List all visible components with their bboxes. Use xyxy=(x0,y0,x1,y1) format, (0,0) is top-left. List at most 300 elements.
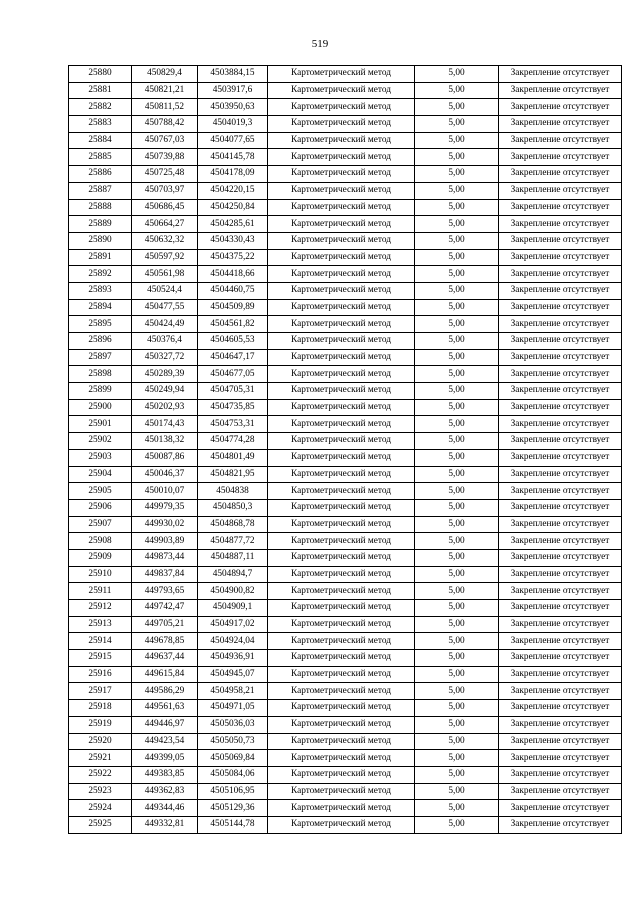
x-coordinate-cell: 449793,65 xyxy=(132,583,198,600)
point-number-cell: 25908 xyxy=(69,533,132,550)
x-coordinate-cell: 450174,43 xyxy=(132,416,198,433)
method-cell: Картометрический метод xyxy=(268,499,415,516)
method-cell: Картометрический метод xyxy=(268,483,415,500)
x-coordinate-cell: 450561,98 xyxy=(132,266,198,283)
point-number-cell: 25897 xyxy=(69,349,132,366)
accuracy-cell: 5,00 xyxy=(415,750,499,767)
point-number-cell: 25886 xyxy=(69,166,132,183)
y-coordinate-cell: 4504250,84 xyxy=(198,199,268,216)
method-cell: Картометрический метод xyxy=(268,166,415,183)
method-cell: Картометрический метод xyxy=(268,216,415,233)
point-number-cell: 25910 xyxy=(69,566,132,583)
accuracy-cell: 5,00 xyxy=(415,399,499,416)
fixing-description-cell: Закрепление отсутствует xyxy=(499,99,622,116)
point-number-cell: 25904 xyxy=(69,466,132,483)
point-number-cell: 25919 xyxy=(69,716,132,733)
accuracy-cell: 5,00 xyxy=(415,282,499,299)
accuracy-cell: 5,00 xyxy=(415,316,499,333)
table-row xyxy=(69,316,622,333)
fixing-description-cell: Закрепление отсутствует xyxy=(499,266,622,283)
point-number-cell: 25900 xyxy=(69,399,132,416)
method-cell: Картометрический метод xyxy=(268,683,415,700)
table-row xyxy=(69,566,622,583)
point-number-cell: 25909 xyxy=(69,549,132,566)
accuracy-cell: 5,00 xyxy=(415,583,499,600)
page-number: 519 xyxy=(311,38,329,50)
method-cell: Картометрический метод xyxy=(268,600,415,617)
x-coordinate-cell: 450289,39 xyxy=(132,366,198,383)
point-number-cell: 25923 xyxy=(69,783,132,800)
fixing-description-cell: Закрепление отсутствует xyxy=(499,166,622,183)
table-row xyxy=(69,549,622,566)
table-row xyxy=(69,333,622,350)
table-row xyxy=(69,166,622,183)
table-row xyxy=(69,483,622,500)
fixing-description-cell: Закрепление отсутствует xyxy=(499,583,622,600)
method-cell: Картометрический метод xyxy=(268,700,415,717)
x-coordinate-cell: 450821,21 xyxy=(132,82,198,99)
accuracy-cell: 5,00 xyxy=(415,216,499,233)
y-coordinate-cell: 4504924,04 xyxy=(198,633,268,650)
accuracy-cell: 5,00 xyxy=(415,533,499,550)
accuracy-cell: 5,00 xyxy=(415,650,499,667)
method-cell: Картометрический метод xyxy=(268,566,415,583)
point-number-cell: 25920 xyxy=(69,733,132,750)
y-coordinate-cell: 4504178,09 xyxy=(198,166,268,183)
table-row xyxy=(69,533,622,550)
accuracy-cell: 5,00 xyxy=(415,600,499,617)
table-row xyxy=(69,349,622,366)
y-coordinate-cell: 4504220,15 xyxy=(198,182,268,199)
y-coordinate-cell: 4504945,07 xyxy=(198,666,268,683)
table-row xyxy=(69,516,622,533)
x-coordinate-cell: 450632,32 xyxy=(132,232,198,249)
fixing-description-cell: Закрепление отсутствует xyxy=(499,716,622,733)
method-cell: Картометрический метод xyxy=(268,583,415,600)
y-coordinate-cell: 4504936,91 xyxy=(198,650,268,667)
table-row xyxy=(69,700,622,717)
accuracy-cell: 5,00 xyxy=(415,249,499,266)
point-number-cell: 25911 xyxy=(69,583,132,600)
accuracy-cell: 5,00 xyxy=(415,549,499,566)
table-row xyxy=(69,583,622,600)
point-number-cell: 25917 xyxy=(69,683,132,700)
point-number-cell: 25890 xyxy=(69,232,132,249)
point-number-cell: 25902 xyxy=(69,433,132,450)
fixing-description-cell: Закрепление отсутствует xyxy=(499,66,622,83)
accuracy-cell: 5,00 xyxy=(415,333,499,350)
y-coordinate-cell: 4504868,78 xyxy=(198,516,268,533)
x-coordinate-cell: 449873,44 xyxy=(132,549,198,566)
y-coordinate-cell: 4504850,3 xyxy=(198,499,268,516)
y-coordinate-cell: 4503917,6 xyxy=(198,82,268,99)
x-coordinate-cell: 450811,52 xyxy=(132,99,198,116)
point-number-cell: 25891 xyxy=(69,249,132,266)
x-coordinate-cell: 449561,63 xyxy=(132,700,198,717)
x-coordinate-cell: 450597,92 xyxy=(132,249,198,266)
fixing-description-cell: Закрепление отсутствует xyxy=(499,216,622,233)
x-coordinate-cell: 450087,86 xyxy=(132,449,198,466)
fixing-description-cell: Закрепление отсутствует xyxy=(499,399,622,416)
accuracy-cell: 5,00 xyxy=(415,616,499,633)
method-cell: Картометрический метод xyxy=(268,132,415,149)
y-coordinate-cell: 4504077,65 xyxy=(198,132,268,149)
accuracy-cell: 5,00 xyxy=(415,182,499,199)
accuracy-cell: 5,00 xyxy=(415,99,499,116)
y-coordinate-cell: 4504705,31 xyxy=(198,383,268,400)
fixing-description-cell: Закрепление отсутствует xyxy=(499,666,622,683)
table-row xyxy=(69,216,622,233)
table-row xyxy=(69,82,622,99)
fixing-description-cell: Закрепление отсутствует xyxy=(499,149,622,166)
fixing-description-cell: Закрепление отсутствует xyxy=(499,383,622,400)
y-coordinate-cell: 4504917,02 xyxy=(198,616,268,633)
accuracy-cell: 5,00 xyxy=(415,199,499,216)
table-row xyxy=(69,266,622,283)
method-cell: Картометрический метод xyxy=(268,433,415,450)
fixing-description-cell: Закрепление отсутствует xyxy=(499,199,622,216)
method-cell: Картометрический метод xyxy=(268,282,415,299)
table-row xyxy=(69,299,622,316)
method-cell: Картометрический метод xyxy=(268,466,415,483)
accuracy-cell: 5,00 xyxy=(415,766,499,783)
x-coordinate-cell: 449837,84 xyxy=(132,566,198,583)
x-coordinate-cell: 450725,48 xyxy=(132,166,198,183)
table-row xyxy=(69,282,622,299)
fixing-description-cell: Закрепление отсутствует xyxy=(499,783,622,800)
fixing-description-cell: Закрепление отсутствует xyxy=(499,82,622,99)
table-row xyxy=(69,783,622,800)
fixing-description-cell: Закрепление отсутствует xyxy=(499,182,622,199)
accuracy-cell: 5,00 xyxy=(415,166,499,183)
point-number-cell: 25924 xyxy=(69,800,132,817)
accuracy-cell: 5,00 xyxy=(415,349,499,366)
method-cell: Картометрический метод xyxy=(268,316,415,333)
x-coordinate-cell: 450138,32 xyxy=(132,433,198,450)
table-row xyxy=(69,116,622,133)
method-cell: Картометрический метод xyxy=(268,449,415,466)
x-coordinate-cell: 449930,02 xyxy=(132,516,198,533)
method-cell: Картометрический метод xyxy=(268,416,415,433)
method-cell: Картометрический метод xyxy=(268,366,415,383)
method-cell: Картометрический метод xyxy=(268,199,415,216)
table-body xyxy=(69,66,622,834)
method-cell: Картометрический метод xyxy=(268,82,415,99)
y-coordinate-cell: 4504460,75 xyxy=(198,282,268,299)
x-coordinate-cell: 449446,97 xyxy=(132,716,198,733)
table-row xyxy=(69,716,622,733)
y-coordinate-cell: 4503884,15 xyxy=(198,66,268,83)
y-coordinate-cell: 4505069,84 xyxy=(198,750,268,767)
accuracy-cell: 5,00 xyxy=(415,499,499,516)
point-number-cell: 25882 xyxy=(69,99,132,116)
x-coordinate-cell: 450524,4 xyxy=(132,282,198,299)
table-row xyxy=(69,99,622,116)
fixing-description-cell: Закрепление отсутствует xyxy=(499,650,622,667)
method-cell: Картометрический метод xyxy=(268,750,415,767)
y-coordinate-cell: 4504375,22 xyxy=(198,249,268,266)
x-coordinate-cell: 450376,4 xyxy=(132,333,198,350)
y-coordinate-cell: 4504821,95 xyxy=(198,466,268,483)
method-cell: Картометрический метод xyxy=(268,800,415,817)
point-number-cell: 25888 xyxy=(69,199,132,216)
point-number-cell: 25883 xyxy=(69,116,132,133)
accuracy-cell: 5,00 xyxy=(415,433,499,450)
method-cell: Картометрический метод xyxy=(268,816,415,833)
x-coordinate-cell: 449399,05 xyxy=(132,750,198,767)
table-row xyxy=(69,616,622,633)
accuracy-cell: 5,00 xyxy=(415,700,499,717)
y-coordinate-cell: 4504801,49 xyxy=(198,449,268,466)
x-coordinate-cell: 449362,83 xyxy=(132,783,198,800)
method-cell: Картометрический метод xyxy=(268,399,415,416)
fixing-description-cell: Закрепление отсутствует xyxy=(499,132,622,149)
y-coordinate-cell: 4504677,05 xyxy=(198,366,268,383)
y-coordinate-cell: 4505106,95 xyxy=(198,783,268,800)
point-number-cell: 25901 xyxy=(69,416,132,433)
method-cell: Картометрический метод xyxy=(268,116,415,133)
accuracy-cell: 5,00 xyxy=(415,149,499,166)
fixing-description-cell: Закрепление отсутствует xyxy=(499,282,622,299)
table-row xyxy=(69,633,622,650)
fixing-description-cell: Закрепление отсутствует xyxy=(499,449,622,466)
point-number-cell: 25912 xyxy=(69,600,132,617)
accuracy-cell: 5,00 xyxy=(415,132,499,149)
table-row xyxy=(69,683,622,700)
accuracy-cell: 5,00 xyxy=(415,816,499,833)
point-number-cell: 25884 xyxy=(69,132,132,149)
accuracy-cell: 5,00 xyxy=(415,366,499,383)
point-number-cell: 25894 xyxy=(69,299,132,316)
accuracy-cell: 5,00 xyxy=(415,383,499,400)
point-number-cell: 25885 xyxy=(69,149,132,166)
table-row xyxy=(69,383,622,400)
accuracy-cell: 5,00 xyxy=(415,466,499,483)
point-number-cell: 25905 xyxy=(69,483,132,500)
x-coordinate-cell: 450739,88 xyxy=(132,149,198,166)
fixing-description-cell: Закрепление отсутствует xyxy=(499,433,622,450)
accuracy-cell: 5,00 xyxy=(415,633,499,650)
point-number-cell: 25893 xyxy=(69,282,132,299)
y-coordinate-cell: 4504647,17 xyxy=(198,349,268,366)
y-coordinate-cell: 4504735,85 xyxy=(198,399,268,416)
accuracy-cell: 5,00 xyxy=(415,733,499,750)
fixing-description-cell: Закрепление отсутствует xyxy=(499,633,622,650)
y-coordinate-cell: 4504605,53 xyxy=(198,333,268,350)
x-coordinate-cell: 449332,81 xyxy=(132,816,198,833)
accuracy-cell: 5,00 xyxy=(415,783,499,800)
table-row xyxy=(69,466,622,483)
y-coordinate-cell: 4504877,72 xyxy=(198,533,268,550)
x-coordinate-cell: 449742,47 xyxy=(132,600,198,617)
y-coordinate-cell: 4504838 xyxy=(198,483,268,500)
table-row xyxy=(69,416,622,433)
method-cell: Картометрический метод xyxy=(268,549,415,566)
point-number-cell: 25895 xyxy=(69,316,132,333)
y-coordinate-cell: 4504285,61 xyxy=(198,216,268,233)
point-number-cell: 25921 xyxy=(69,750,132,767)
table-row xyxy=(69,366,622,383)
fixing-description-cell: Закрепление отсутствует xyxy=(499,683,622,700)
point-number-cell: 25907 xyxy=(69,516,132,533)
point-number-cell: 25896 xyxy=(69,333,132,350)
y-coordinate-cell: 4503950,63 xyxy=(198,99,268,116)
method-cell: Картометрический метод xyxy=(268,533,415,550)
fixing-description-cell: Закрепление отсутствует xyxy=(499,733,622,750)
x-coordinate-cell: 450829,4 xyxy=(132,66,198,83)
method-cell: Картометрический метод xyxy=(268,182,415,199)
point-number-cell: 25887 xyxy=(69,182,132,199)
method-cell: Картометрический метод xyxy=(268,766,415,783)
method-cell: Картометрический метод xyxy=(268,633,415,650)
x-coordinate-cell: 449615,84 xyxy=(132,666,198,683)
x-coordinate-cell: 449678,85 xyxy=(132,633,198,650)
accuracy-cell: 5,00 xyxy=(415,266,499,283)
fixing-description-cell: Закрепление отсутствует xyxy=(499,416,622,433)
fixing-description-cell: Закрепление отсутствует xyxy=(499,316,622,333)
y-coordinate-cell: 4504900,82 xyxy=(198,583,268,600)
x-coordinate-cell: 450202,93 xyxy=(132,399,198,416)
method-cell: Картометрический метод xyxy=(268,149,415,166)
method-cell: Картометрический метод xyxy=(268,650,415,667)
method-cell: Картометрический метод xyxy=(268,716,415,733)
fixing-description-cell: Закрепление отсутствует xyxy=(499,333,622,350)
method-cell: Картометрический метод xyxy=(268,99,415,116)
point-number-cell: 25913 xyxy=(69,616,132,633)
x-coordinate-cell: 450046,37 xyxy=(132,466,198,483)
table-row xyxy=(69,182,622,199)
point-number-cell: 25889 xyxy=(69,216,132,233)
x-coordinate-cell: 449979,35 xyxy=(132,499,198,516)
accuracy-cell: 5,00 xyxy=(415,299,499,316)
y-coordinate-cell: 4504561,82 xyxy=(198,316,268,333)
method-cell: Картометрический метод xyxy=(268,299,415,316)
accuracy-cell: 5,00 xyxy=(415,82,499,99)
point-number-cell: 25914 xyxy=(69,633,132,650)
x-coordinate-cell: 449344,46 xyxy=(132,800,198,817)
x-coordinate-cell: 450010,07 xyxy=(132,483,198,500)
method-cell: Картометрический метод xyxy=(268,333,415,350)
y-coordinate-cell: 4505050,73 xyxy=(198,733,268,750)
method-cell: Картометрический метод xyxy=(268,349,415,366)
table-row xyxy=(69,199,622,216)
x-coordinate-cell: 450703,97 xyxy=(132,182,198,199)
fixing-description-cell: Закрепление отсутствует xyxy=(499,249,622,266)
table-row xyxy=(69,650,622,667)
fixing-description-cell: Закрепление отсутствует xyxy=(499,533,622,550)
point-number-cell: 25903 xyxy=(69,449,132,466)
table-row xyxy=(69,816,622,833)
y-coordinate-cell: 4504753,31 xyxy=(198,416,268,433)
x-coordinate-cell: 450767,03 xyxy=(132,132,198,149)
method-cell: Картометрический метод xyxy=(268,733,415,750)
fixing-description-cell: Закрепление отсутствует xyxy=(499,299,622,316)
fixing-description-cell: Закрепление отсутствует xyxy=(499,816,622,833)
fixing-description-cell: Закрепление отсутствует xyxy=(499,499,622,516)
accuracy-cell: 5,00 xyxy=(415,116,499,133)
table-row xyxy=(69,449,622,466)
accuracy-cell: 5,00 xyxy=(415,666,499,683)
fixing-description-cell: Закрепление отсутствует xyxy=(499,750,622,767)
y-coordinate-cell: 4504894,7 xyxy=(198,566,268,583)
point-number-cell: 25898 xyxy=(69,366,132,383)
fixing-description-cell: Закрепление отсутствует xyxy=(499,349,622,366)
y-coordinate-cell: 4504958,21 xyxy=(198,683,268,700)
table-row xyxy=(69,600,622,617)
table-row xyxy=(69,499,622,516)
x-coordinate-cell: 449903,89 xyxy=(132,533,198,550)
table-row xyxy=(69,132,622,149)
y-coordinate-cell: 4504971,05 xyxy=(198,700,268,717)
point-number-cell: 25915 xyxy=(69,650,132,667)
table-row xyxy=(69,399,622,416)
method-cell: Картометрический метод xyxy=(268,232,415,249)
accuracy-cell: 5,00 xyxy=(415,683,499,700)
table-row xyxy=(69,66,622,83)
table-row xyxy=(69,232,622,249)
fixing-description-cell: Закрепление отсутствует xyxy=(499,232,622,249)
point-number-cell: 25918 xyxy=(69,700,132,717)
point-number-cell: 25922 xyxy=(69,766,132,783)
x-coordinate-cell: 450664,27 xyxy=(132,216,198,233)
x-coordinate-cell: 449705,21 xyxy=(132,616,198,633)
table-row xyxy=(69,433,622,450)
point-number-cell: 25892 xyxy=(69,266,132,283)
y-coordinate-cell: 4505036,03 xyxy=(198,716,268,733)
point-number-cell: 25899 xyxy=(69,383,132,400)
fixing-description-cell: Закрепление отсутствует xyxy=(499,116,622,133)
method-cell: Картометрический метод xyxy=(268,516,415,533)
fixing-description-cell: Закрепление отсутствует xyxy=(499,466,622,483)
y-coordinate-cell: 4504145,78 xyxy=(198,149,268,166)
accuracy-cell: 5,00 xyxy=(415,516,499,533)
fixing-description-cell: Закрепление отсутствует xyxy=(499,549,622,566)
x-coordinate-cell: 450686,45 xyxy=(132,199,198,216)
coordinates-table xyxy=(68,65,622,834)
accuracy-cell: 5,00 xyxy=(415,716,499,733)
accuracy-cell: 5,00 xyxy=(415,483,499,500)
x-coordinate-cell: 449423,54 xyxy=(132,733,198,750)
x-coordinate-cell: 450249,94 xyxy=(132,383,198,400)
point-number-cell: 25881 xyxy=(69,82,132,99)
accuracy-cell: 5,00 xyxy=(415,566,499,583)
fixing-description-cell: Закрепление отсутствует xyxy=(499,700,622,717)
x-coordinate-cell: 450788,42 xyxy=(132,116,198,133)
table-row xyxy=(69,733,622,750)
fixing-description-cell: Закрепление отсутствует xyxy=(499,483,622,500)
point-number-cell: 25916 xyxy=(69,666,132,683)
y-coordinate-cell: 4504019,3 xyxy=(198,116,268,133)
x-coordinate-cell: 449383,85 xyxy=(132,766,198,783)
accuracy-cell: 5,00 xyxy=(415,66,499,83)
table-row xyxy=(69,149,622,166)
fixing-description-cell: Закрепление отсутствует xyxy=(499,366,622,383)
y-coordinate-cell: 4504909,1 xyxy=(198,600,268,617)
fixing-description-cell: Закрепление отсутствует xyxy=(499,516,622,533)
point-number-cell: 25880 xyxy=(69,66,132,83)
y-coordinate-cell: 4504509,89 xyxy=(198,299,268,316)
y-coordinate-cell: 4504887,11 xyxy=(198,549,268,566)
method-cell: Картометрический метод xyxy=(268,266,415,283)
table-row xyxy=(69,800,622,817)
method-cell: Картометрический метод xyxy=(268,249,415,266)
y-coordinate-cell: 4504418,66 xyxy=(198,266,268,283)
table-row xyxy=(69,666,622,683)
fixing-description-cell: Закрепление отсутствует xyxy=(499,616,622,633)
x-coordinate-cell: 450327,72 xyxy=(132,349,198,366)
accuracy-cell: 5,00 xyxy=(415,800,499,817)
fixing-description-cell: Закрепление отсутствует xyxy=(499,566,622,583)
